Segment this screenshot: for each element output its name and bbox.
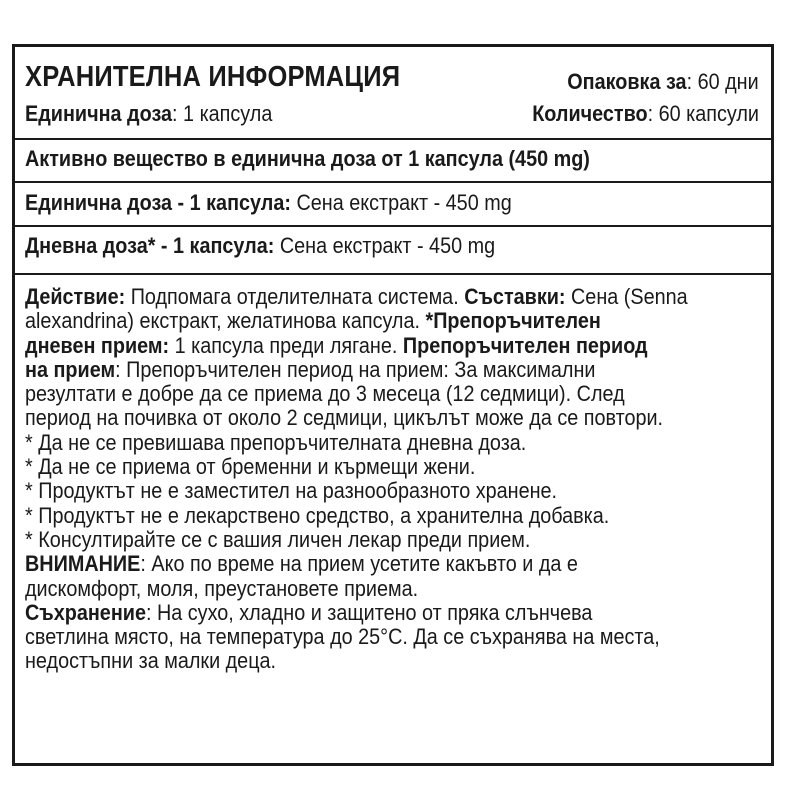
- action-label: Действие:: [25, 284, 126, 309]
- ingredients-label: Съставки:: [464, 284, 566, 309]
- body-line: [25, 309, 781, 333]
- divider: [15, 273, 771, 275]
- daily-dose-label: Дневна доза* - 1 капсула:: [25, 233, 275, 258]
- warning-note: [25, 479, 781, 503]
- body-text: * Продуктът не е лекарствено средство, а хранителна добавка.: [25, 502, 610, 528]
- body-text: * Консултирайте се с вашия личен лекар преди прием.: [25, 526, 531, 552]
- body-line: [25, 577, 781, 601]
- body-text: * Да не се приема от бременни и кърмещи жени.: [25, 454, 476, 480]
- single-dose-value: Сена екстракт - 450 mg: [290, 190, 512, 215]
- body-text: Подпомага отделителната система.: [125, 284, 465, 309]
- body-line: [25, 334, 781, 358]
- body-text: период на почивка от около 2 седмици, цикълът може да се повтори.: [25, 405, 664, 431]
- active-substance-text: Активно вещество в единична доза от 1 капсула (450 mg): [25, 146, 590, 171]
- daily-dose-row: [25, 233, 495, 259]
- warning-note: [25, 431, 781, 455]
- body-line: [25, 285, 781, 309]
- recommended-intake-label: *Препоръчителен: [425, 308, 601, 334]
- single-dose-label: Единична доза - 1 капсула:: [25, 190, 291, 215]
- package-label: Опаковка за: [567, 69, 687, 94]
- recommended-intake-label: дневен прием:: [25, 332, 170, 358]
- dose-value: : 1 капсула: [172, 101, 273, 126]
- divider: [15, 225, 771, 227]
- body-line: [25, 382, 781, 406]
- warning-note: [25, 528, 781, 552]
- daily-dose-value: Сена екстракт - 450 mg: [274, 233, 496, 258]
- body-text: * Да не се превишава препоръчителната дневна доза.: [25, 429, 527, 455]
- divider: [15, 181, 771, 183]
- nutrition-info-panel: [12, 44, 774, 766]
- package-value: : 60 дни: [686, 69, 759, 94]
- body-line: [25, 406, 781, 430]
- recommended-period-label: на прием: [25, 356, 116, 382]
- body-line: [25, 552, 781, 576]
- body-text: * Продуктът не е заместител на разнообразното хранене.: [25, 478, 558, 504]
- body-text: alexandrina) екстракт, желатинова капсула.: [25, 308, 426, 334]
- body-line: [25, 358, 781, 382]
- recommended-period-label: Препоръчителен период: [402, 332, 648, 358]
- body-text: 1 капсула преди лягане.: [169, 332, 403, 358]
- body-line: [25, 625, 781, 649]
- warning-note: [25, 504, 781, 528]
- body-text: : На сухо, хладно и защитено от пряка слънчева: [145, 599, 593, 625]
- dose-info: [25, 101, 272, 127]
- body-line: [25, 601, 781, 625]
- storage-label: Съхранение: [25, 599, 146, 625]
- quantity-value: : 60 капсули: [647, 101, 759, 126]
- body-text: дискомфорт, моля, преустановете приема.: [25, 575, 419, 601]
- body-text: резултати е добре да се приема до 3 месеца (12 седмици). След: [25, 381, 625, 407]
- divider: [15, 138, 771, 140]
- package-info: [568, 69, 759, 95]
- warning-note: [25, 455, 781, 479]
- body-text: : Ако по време на прием усетите какъвто и да е: [140, 551, 578, 577]
- active-substance-row: [25, 146, 590, 172]
- body-text: светлина място, на температура до 25°C. Да се съхранява на места,: [25, 624, 660, 650]
- body-text: : Препоръчителен период на прием: За максимални: [115, 356, 596, 382]
- body-line: [25, 649, 781, 673]
- single-dose-row: [25, 190, 512, 216]
- body-text: Сена (Senna: [565, 284, 688, 309]
- quantity-info: [532, 101, 759, 127]
- quantity-label: Количество: [532, 101, 648, 126]
- caution-label: ВНИМАНИЕ: [25, 551, 141, 577]
- dose-label: Единична доза: [25, 101, 173, 126]
- body-text: недостъпни за малки деца.: [25, 648, 277, 674]
- description-body: [25, 285, 781, 674]
- panel-title: ХРАНИТЕЛНА ИНФОРМАЦИЯ: [25, 61, 401, 93]
